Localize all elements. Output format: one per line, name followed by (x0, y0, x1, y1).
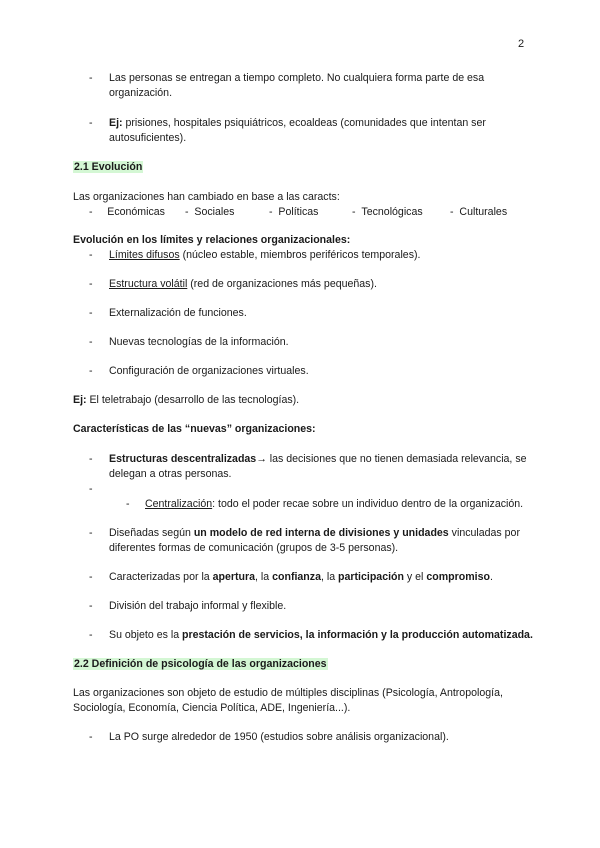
list-item: - Su objeto es la prestación de servicios, la información y la producción automatizada. (89, 629, 533, 641)
section-heading (73, 160, 533, 175)
list-item-empty: - (89, 483, 93, 495)
bullet-text: prisiones, hospitales psiquiátricos, ecoaldeas (comunidades que intentan ser autosuficientes). (109, 117, 486, 144)
list-item: - Externalización de funciones. (89, 307, 247, 319)
list-item: - Diseñadas según un modelo de red interna de divisiones y unidades vinculadas por diferentes formas de comunicación (grupos de 3-5 personas). (89, 527, 520, 554)
section-heading (73, 657, 533, 672)
list-item: - La PO surge alrededor de 1950 (estudios sobre análisis organizacional). (89, 731, 449, 743)
sub-list-item: - Centralización: todo el poder recae sobre un individuo dentro de la organización. (126, 498, 524, 510)
bullet-dash: - (89, 72, 93, 84)
example-paragraph: Ej: El teletrabajo (desarrollo de las tecnologías). (73, 394, 300, 406)
list-item (73, 116, 533, 146)
list-item: - Nuevas tecnologías de la información. (89, 336, 289, 348)
list-item: - Caracterizadas por la apertura, la confianza, la participación y el compromiso. (89, 571, 493, 583)
list-item: - Estructura volátil (red de organizaciones más pequeñas). (89, 278, 377, 290)
document-body (73, 71, 533, 745)
characteristic: - Sociales (185, 206, 235, 218)
bullet-dash: - (89, 117, 93, 129)
page-number: 2 (518, 38, 525, 50)
characteristics-row (73, 205, 533, 220)
characteristic: - Tecnológicas (352, 206, 423, 218)
characteristic: - Políticas (269, 206, 319, 218)
list-item (73, 71, 533, 101)
list-item: - Configuración de organizaciones virtuales. (89, 365, 309, 377)
subheading: Características de las “nuevas” organizaciones: (73, 423, 316, 435)
bullet-text: Las personas se entregan a tiempo completo. No cualquiera forma parte de esa organización. (109, 72, 485, 99)
section-heading-highlight: 2.1 Evolución (74, 161, 143, 173)
list-item: - Estructuras descentralizadas→ las decisiones que no tienen demasiada relevancia, se delegan a otras personas. (89, 453, 527, 480)
paragraph: Las organizaciones han cambiado en base a las caracts: (73, 191, 340, 203)
list-item: - Límites difusos (núcleo estable, miembros periféricos temporales). (89, 249, 421, 261)
characteristic: - Económicas (89, 206, 165, 218)
characteristic: - Culturales (450, 206, 508, 218)
paragraph: Las organizaciones son objeto de estudio de múltiples disciplinas (Psicología, Antropología, Sociología, Economía, Ciencia Política, ADE, Ingeniería...). (73, 687, 503, 714)
list-item: - División del trabajo informal y flexible. (89, 600, 287, 612)
subheading: Evolución en los límites y relaciones organizacionales: (73, 234, 351, 246)
section-heading-highlight: 2.2 Definición de psicología de las organizaciones (74, 658, 327, 670)
bullet-bold: Ej: (109, 117, 123, 129)
